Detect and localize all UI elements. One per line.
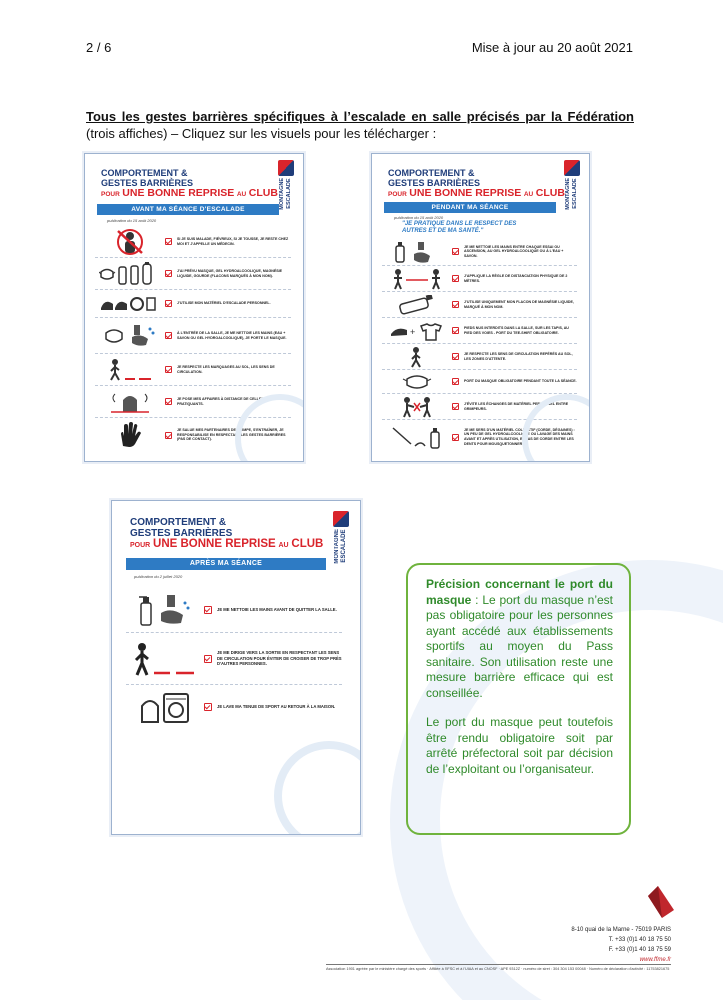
poster-banner: APRÈS MA SÉANCE <box>126 558 326 570</box>
poster-title: COMPORTEMENT & GESTES BARRIÈRES POUR UNE BONNE REPRISE AU CLUB <box>101 168 278 199</box>
sick-person-icon <box>95 229 165 255</box>
list-item: PORT DU MASQUE OBLIGATOIRE PENDANT TOUTE LA SÉANCE. <box>382 370 577 394</box>
poster-title: COMPORTEMENT & GESTES BARRIÈRES POUR UNE BONNE REPRISE AU CLUB <box>130 517 324 550</box>
ffme-logo: MONTAGNE ESCALADE <box>275 160 297 224</box>
bag-distance-icon <box>95 390 165 414</box>
poster-banner: AVANT MA SÉANCE D'ESCALADE <box>97 204 279 215</box>
list-item: JE ME DIRIGE VERS LA SORTIE EN RESPECTANT LES SENS DE CIRCULATION POUR ÉVITER DE CROISER DE TROP PRÈS D'AUTRES PERSONNES. <box>126 633 342 685</box>
walking-person-icon <box>95 358 165 382</box>
poster-watermark <box>274 741 361 835</box>
note-heading: Précision concernant le port du masque <box>426 577 613 607</box>
list-item: J'APPLIQUE LA RÈGLE DE DISTANCIATION PHYSIQUE DE 2 MÈTRES. <box>382 266 577 292</box>
ffme-footer-logo <box>648 886 674 918</box>
mask-gel-bottles-icon <box>95 262 165 286</box>
list-item: À L'ENTRÉE DE LA SALLE, JE ME NETTOIE LES MAINS (EAU + SAVON OU GEL HYDROALCOOLIQUE), JE PORTE LE MASQUE. <box>95 318 291 354</box>
ffme-logo: MONTAGNE ESCALADE <box>330 511 352 583</box>
intro-paragraph <box>86 108 634 142</box>
list-item: JE RESPECTE LES MARQUAGES AU SOL, LES SENS DE CIRCULATION. <box>95 354 291 386</box>
no-exchange-icon <box>382 396 452 418</box>
list-item: J'UTILISE MON MATÉRIEL D'ESCALADE PERSONNEL. <box>95 290 291 318</box>
brush-spray-icon <box>382 424 452 450</box>
footer-address: 8-10 quai de la Marne - 75019 PARIS T. +33 (0)1 40 18 75 50 F. +33 (0)1 40 18 75 59 www.ffme.fr <box>571 927 671 963</box>
list-item: + PIEDS NUS INTERDITS DANS LA SALLE, SUR LES TAPIS, AU PIED DES VOIES - PORT DU TEE-SHIRT OBLIGATOIRE. <box>382 318 577 344</box>
poster-slogan: "JE PRATIQUE DANS LE RESPECT DES AUTRES ET DE MA SANTÉ." <box>402 221 517 234</box>
update-date: Mise à jour au 20 août 2021 <box>471 40 633 55</box>
list-item: JE SALUE MES PARTENAIRES DE GRIMPE, S'ENTRAÎNER, JE RESPONSABILISE EN RESPECTANT LES GESTES BARRIÈRES (PAS DE CONTACT). <box>95 418 291 452</box>
list-item: JE POSE MES AFFAIRES À DISTANCE DE CELLES DES AUTRES PRATIQUANTS. <box>95 386 291 418</box>
mask-precision-note <box>406 563 631 835</box>
publication-date: publication du 15 août 2020 <box>107 218 157 223</box>
page-number: 2 / 6 <box>86 40 112 55</box>
footer-website-link[interactable]: www.ffme.fr <box>639 957 671 963</box>
gel-handwash-icon <box>126 593 204 627</box>
list-item: JE RESPECTE LES SENS DE CIRCULATION REPÉRÉS AU SOL, LES ZONES D'ATTENTE. <box>382 344 577 370</box>
footer-divider <box>326 964 671 965</box>
note-text: : Le port du masque n’est pas obligatoire pour les personnes ayant accédé aux établissements sportifs au moyen du Pass sanitaire. Son utilisation reste une mesure barrière efficace qui est conseillée. <box>426 592 613 700</box>
poster-banner: PENDANT MA SÉANCE <box>384 202 556 213</box>
poster-avant-link[interactable] <box>84 153 304 462</box>
exit-walk-icon <box>126 641 204 677</box>
svg-text:+: + <box>410 326 416 337</box>
list-item: J'UTILISE UNIQUEMENT MON FLACON DE MAGNÉSIE LIQUIDE, MARQUÉ À MON NOM. <box>382 292 577 318</box>
list-item: J'ÉVITE LES ÉCHANGES DE MATÉRIEL PERSONNEL ENTRE GRIMPEURS. <box>382 394 577 420</box>
poster-rows <box>126 587 342 729</box>
list-item: J'AI PRÉVU MASQUE, GEL HYDROALCOOLIQUE, MAGNÉSIE LIQUIDE, GOURDE (FLACONS MARQUÉS À MON NOM). <box>95 258 291 290</box>
intro-bold: Tous les gestes barrières spécifiques à l’escalade en salle précisés par la Fédération <box>86 109 634 124</box>
poster-apres-link[interactable] <box>111 500 361 835</box>
walking-person-icon <box>382 346 452 368</box>
list-item: JE ME NETTOIE LES MAINS ENTRE CHAQUE ESSAI OU ASCENSION, AU GEL HYDROALCOOLIQUE OU À L'EAU + SAVON. <box>382 238 577 266</box>
intro-rest: (trois affiches) – Cliquez sur les visuels pour les télécharger : <box>86 126 437 141</box>
poster-title: COMPORTEMENT & GESTES BARRIÈRES POUR UNE BONNE REPRISE AU CLUB <box>388 168 565 199</box>
climbing-gear-icon <box>95 294 165 314</box>
chalk-bottle-icon <box>382 295 452 315</box>
distance-people-icon <box>382 268 452 290</box>
publication-date: publication du 15 août 2020 <box>394 215 444 220</box>
mask-icon <box>382 373 452 391</box>
list-item: JE ME SERS D'UN MATÉRIEL COLLECTIF (CORDE, DÉGAINES) : UN PEU DE GEL HYDROALCOOLIQUE OU LAVAGE DES MAINS AVANT ET APRÈS UTILISATION, ET PAS DE CORDE ENTRE LES DENTS POUR MOUSQUETONNER. <box>382 420 577 454</box>
footer-legal: Association 1901 agréée par le ministère chargé des sports · Affiliée à l'IFSC et à l'UIAA et au CNOSF · APE 9312Z · numéro de siret : 304 304 153 00048 · Numéro de déclaration d'activité : 11753821675 <box>326 967 670 971</box>
poster-pendant-link[interactable] <box>371 153 590 462</box>
hand-icon <box>95 422 165 448</box>
list-item: SI JE SUIS MALADE, FIÉVREUX, SI JE TOUSSE, JE RESTE CHEZ MOI ET J'APPELLE UN MÉDECIN. <box>95 226 291 258</box>
list-item: JE ME NETTOIE LES MAINS AVANT DE QUITTER LA SALLE. <box>126 587 342 633</box>
shoes-tshirt-icon <box>382 320 452 342</box>
note-text-2: Le port du masque peut toutefois être rendu obligatoire soit par arrêté préfectoral soit par décision de l’exploitant ou l’organisateur. <box>426 715 613 776</box>
list-item: JE LAVE MA TENUE DE SPORT AU RETOUR À LA MAISON. <box>126 685 342 729</box>
ffme-logo: MONTAGNE ESCALADE <box>561 160 583 224</box>
gel-handwash-icon <box>382 240 452 264</box>
publication-date: publication du 2 juillet 2020 <box>134 574 183 579</box>
bag-washer-icon <box>126 690 204 724</box>
mask-handwash-icon <box>95 323 165 349</box>
